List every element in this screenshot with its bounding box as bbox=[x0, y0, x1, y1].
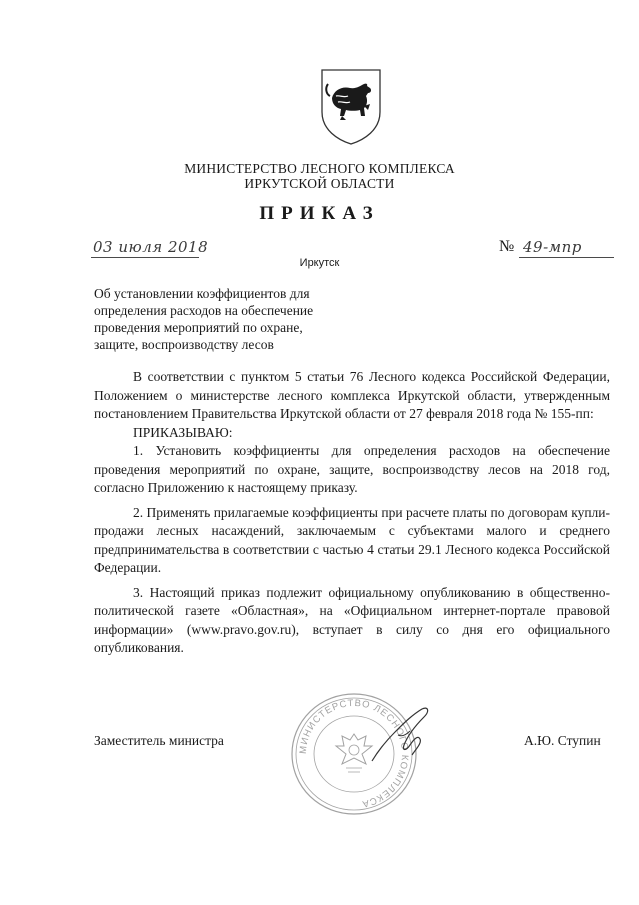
document-title: ПРИКАЗ bbox=[259, 203, 380, 224]
stamp-text: МИНИСТЕРСТВО ЛЕСНОГО КОМПЛЕКСА bbox=[297, 697, 411, 810]
signer-name: А.Ю. Ступин bbox=[524, 733, 601, 748]
handwritten-date: 03 июля 2018 bbox=[93, 238, 209, 256]
preamble-paragraph: В соответствии с пунктом 5 статьи 76 Лесного кодекса Российской Федерации, Положением о министерстве лесного комплекса Иркутской области, утвержденным постановлением Правительства Иркутской области от 27 февраля 2018 года № 155-пп: bbox=[94, 369, 610, 421]
order-subject bbox=[94, 285, 354, 353]
signer-position: Заместитель министра bbox=[94, 733, 224, 748]
number-label: № bbox=[499, 238, 515, 255]
subject-line: проведения мероприятий по охране, bbox=[94, 320, 303, 335]
irkutsk-coat-of-arms-icon bbox=[320, 68, 382, 146]
order-item-3: 3. Настоящий приказ подлежит официальному опубликованию в общественно-политической газете «Областная», на «Официальном интернет-портале правовой информации» (www.pravo.gov.ru), вступает в силу со дня его официального опубликования. bbox=[94, 584, 610, 655]
order-body bbox=[94, 368, 610, 658]
order-item-1: 1. Установить коэффициенты для определения расходов на обеспечение проведения мероприятий по охране, защите, воспроизводству лесов на 2018 год, согласно Приложению к настоящему приказу. bbox=[94, 443, 610, 495]
subject-line: определения расходов на обеспечение bbox=[94, 303, 314, 318]
order-word: ПРИКАЗЫВАЮ: bbox=[133, 424, 233, 440]
order-item-2: 2. Применять прилагаемые коэффициенты при расчете платы по договорам купли-продажи лесных насаждений, заключаемым с субъектами малого и среднего предпринимательства в соответствии с частью 4 статьи 29.1 Лесного кодекса Российской Федерации. bbox=[94, 504, 610, 575]
ministry-name-line1: МИНИСТЕРСТВО ЛЕСНОГО КОМПЛЕКСА bbox=[184, 161, 455, 176]
subject-line: Об установлении коэффициентов для bbox=[94, 286, 310, 301]
ministry-name-line2: ИРКУТСКОЙ ОБЛАСТИ bbox=[244, 176, 395, 191]
city-name: Иркутск bbox=[299, 257, 340, 269]
handwritten-signature-icon bbox=[368, 705, 438, 765]
subject-line: защите, воспроизводству лесов bbox=[94, 337, 274, 352]
handwritten-number: 49-мпр bbox=[523, 238, 582, 256]
